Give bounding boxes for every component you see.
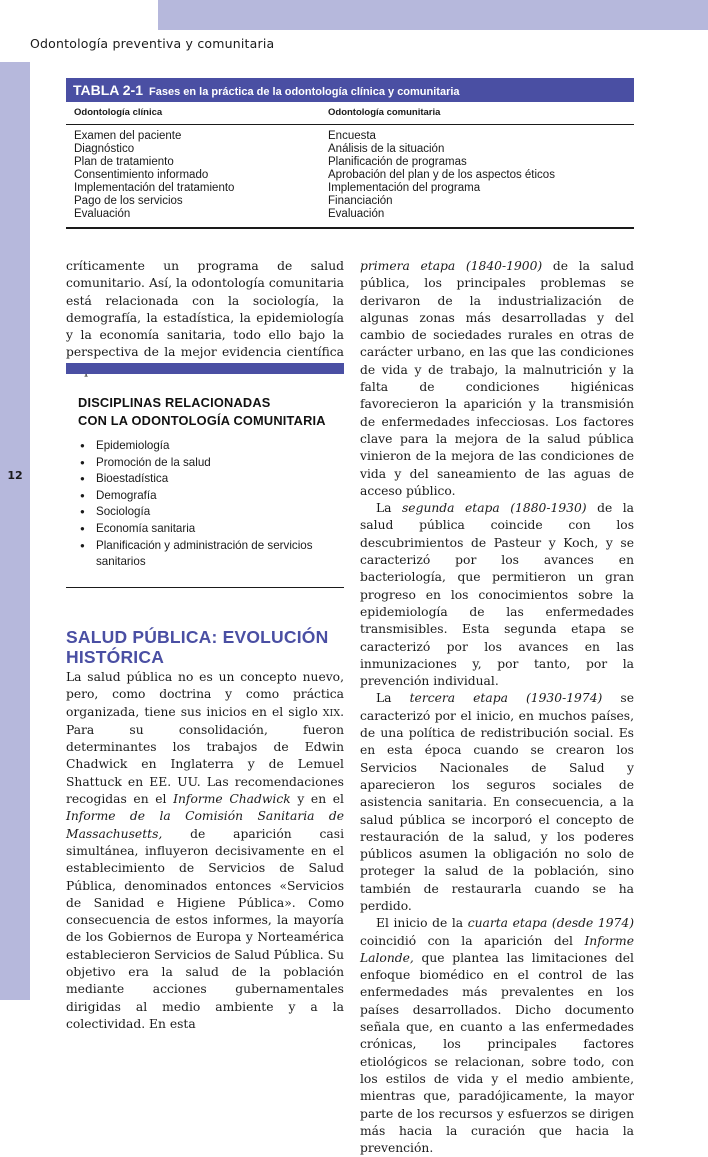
table-caption: Fases en la práctica de la odontología clínica y comunitaria (149, 86, 460, 98)
text-run: La (376, 691, 410, 706)
running-title: Odontología preventiva y comunitaria (30, 36, 275, 51)
list-item: ● Planificación y administración de servicios sanitarios (80, 538, 336, 571)
box-title (78, 394, 344, 430)
left-column-intro (66, 258, 344, 379)
table-body (66, 125, 634, 229)
list-item: ● Sociología (80, 504, 336, 521)
list-item: ● Promoción de la salud (80, 455, 336, 472)
table-cell: Implementación del programa (328, 182, 481, 194)
community-column (328, 130, 634, 221)
box-title-line: CON LA ODONTOLOGÍA COMUNITARIA (78, 413, 326, 428)
left-color-band (0, 30, 30, 1000)
right-column (360, 258, 634, 1157)
table-cell: Examen del paciente (74, 130, 182, 142)
italic-term: cuarta etapa (desde 1974) (467, 916, 634, 931)
box-title-line: DISCIPLINAS RELACIONADAS (78, 395, 271, 410)
text-run: . Para su consolidación, fueron determinantes los trabajos de Edwin Chadwick en Inglaterra y de Lemuel Shattuck en EE. UU. Las recomendaciones recogidas en el (66, 704, 344, 807)
table-cell: Encuesta (328, 130, 376, 142)
table-cell: Pago de los servicios (74, 195, 183, 207)
box-accent-bar (66, 363, 344, 374)
italic-title: Informe Lalonde, (360, 933, 634, 965)
table-header-row (66, 102, 634, 125)
italic-title: Informe de la Comisión Sanitaria de Massachusetts, (66, 809, 344, 841)
list-item: ● Bioestadística (80, 471, 336, 488)
related-disciplines-box (66, 363, 344, 588)
section-heading-line: SALUD PÚBLICA: EVOLUCIÓN (66, 627, 329, 647)
text-run: coincidió con la aparición del (360, 933, 585, 948)
text-run: se caracterizó por el inicio, en muchos países, de una política de redistribución social. Es en esta época cuando se crearon los Servicios Nacionales de Salud y aparecieron los seguros sociales de asistencia sanitaria. En consecuencia, a la salud pública se incorporó el concepto de restauración de la salud, y los poderes públicos asumen la obligación no solo de proteger la salud de la población, sino también de restaurarla cuando se ha perdido. (360, 691, 635, 913)
column-header-clinical: Odontología clínica (74, 107, 163, 118)
section-paragraph (66, 669, 344, 1033)
paragraph-second-stage (360, 500, 634, 690)
table-cell: Análisis de la situación (328, 143, 445, 155)
century-smallcaps: XIX (322, 707, 341, 719)
text-run: y en el (290, 792, 344, 807)
table-cell: Plan de tratamiento (74, 156, 174, 168)
paragraph-first-stage (360, 258, 634, 500)
list-item: ● Economía sanitaria (80, 521, 336, 538)
table-number: TABLA 2-1 (73, 82, 143, 98)
table-cell: Aprobación del plan y de los aspectos éticos (328, 169, 555, 181)
intro-paragraph: críticamente un programa de salud comunitario. Así, la odontología comunitaria está relacionada con la sociología, la demografía, la estadística, la epidemiología y la economía sanitaria, todo ello bajo la perspectiva de la mejor evidencia científica (66, 259, 344, 360)
list-item: ● Demografía (80, 488, 336, 505)
section-heading-line: HISTÓRICA (66, 647, 165, 667)
table-cell: Financiación (328, 195, 393, 207)
table-title-bar (66, 78, 634, 102)
table-cell: Consentimiento informado (74, 169, 209, 181)
clinical-column (66, 130, 328, 221)
italic-term: tercera etapa (1930-1974) (409, 691, 603, 706)
table-cell: Implementación del tratamiento (74, 182, 235, 194)
paragraph-third-stage (360, 690, 634, 915)
text-run: El inicio de la (376, 916, 468, 931)
text-run: de la salud pública, los principales problemas se derivaron de la industrialización de algunas zonas más desarrolladas y del cambio de sociedades rurales en otras de carácter urbano, en las que las condiciones de vida y de trabajo, la malnutrición y la falta de condiciones higiénicas favorecieron la aparición y la transmisión de enfermedades infecciosas. Los factores clave para la mejora de la salud pública vinieron de la mejora de las condiciones de vida y del saneamiento de las aguas de acceso público. (360, 259, 634, 498)
paragraph-fourth-stage (360, 915, 634, 1157)
section-heading (66, 627, 344, 667)
text-run: La (376, 501, 402, 516)
disciplines-list (80, 438, 344, 571)
column-header-community: Odontología comunitaria (328, 107, 441, 118)
header-tab (0, 0, 158, 62)
table-cell: Evaluación (328, 208, 385, 220)
page-number: 12 (7, 469, 23, 482)
text-run: de la salud pública coincide con los descubrimientos de Pasteur y Koch, y se caracterizó por los avances en bacteriología, que permitieron un gran progreso en los conocimientos sobre la epidemiología de las enfermedades transmisibles. Esta segunda etapa se caracterizó por los avances en las inmunizaciones y, por tanto, por la prevención individual. (360, 501, 634, 689)
table-cell: Evaluación (74, 208, 131, 220)
left-column-section (66, 669, 344, 1033)
list-item: ● Epidemiología (80, 438, 336, 455)
italic-term: segunda etapa (1880-1930) (402, 501, 587, 516)
table-cell: Planificación de programas (328, 156, 467, 168)
text-run: que plantea las limitaciones del enfoque biomédico en el control de las enfermedades más prevalentes en los países desarrollados. Dicho documento señala que, en cuanto a las enfermedades crónicas, los principales factores etiológicos se relacionan, sobre todo, con los estilos de vida y el medio ambiente, mientras que, paradójicamente, la mayor parte de los recursos y esfuerzos se dirigen más hacia la curación que hacia la prevención. (360, 950, 634, 1156)
text-run: de aparición casi simultánea, influyeron decisivamente en el establecimiento de Servicios de Salud Pública, denominados entonces «Servicios de Sanidad e Higiene Pública». Como consecuencia de estos informes, la mayoría de los Gobiernos de Europa y Norteamérica establecieron Servicios de Salud Pública. Su objetivo era la salud de la población mediante acciones gubernamentales dirigidas al medio ambiente y a la colectividad. En esta (66, 826, 344, 1031)
text-run: La salud pública no es un concepto nuevo, pero, como doctrina y como práctica organizada, tiene sus inicios en el siglo (66, 670, 344, 719)
italic-title: Informe Chadwick (173, 792, 291, 807)
table-cell: Diagnóstico (74, 143, 135, 155)
italic-term: primera etapa (1840-1900) (360, 259, 543, 273)
table-2-1 (66, 78, 634, 229)
